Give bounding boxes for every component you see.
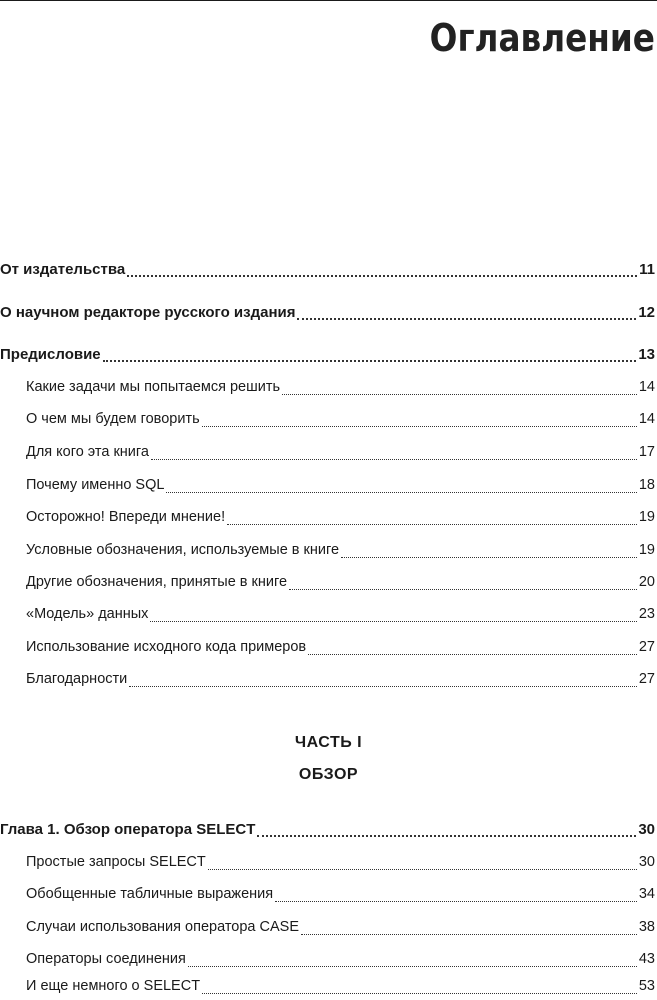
toc-subentry[interactable] — [26, 854, 655, 874]
toc-entry-page: 17 — [638, 444, 655, 460]
leader-dots — [188, 966, 637, 967]
toc-subentry[interactable] — [26, 444, 655, 464]
leader-dots — [202, 993, 637, 994]
leader-dots — [227, 524, 637, 525]
top-rule — [0, 0, 657, 1]
toc-subentry[interactable] — [26, 639, 655, 659]
toc-subentry[interactable] — [26, 919, 655, 939]
leader-dots — [150, 621, 636, 622]
toc-entry-label: Для кого эта книга — [26, 444, 149, 460]
toc-entry-label: Глава 1. Обзор оператора SELECT — [0, 821, 256, 838]
toc-entry-page: 30 — [638, 821, 655, 838]
leader-dots — [289, 589, 637, 590]
leader-dots — [151, 459, 637, 460]
toc-entry[interactable] — [0, 261, 655, 281]
toc-entry-page: 11 — [639, 261, 655, 278]
toc-entry-label: Другие обозначения, принятые в книге — [26, 574, 288, 590]
toc-entry-label: Операторы соединения — [26, 951, 186, 967]
toc-entry-page: 14 — [638, 379, 655, 395]
toc-entry-label: Предисловие — [0, 346, 101, 363]
toc-entry-label: Осторожно! Впереди мнение! — [26, 509, 226, 525]
leader-dots — [166, 492, 636, 493]
toc-entry-label: Использование исходного кода примеров — [26, 639, 307, 655]
toc-entry-page: 43 — [638, 951, 655, 967]
toc-entry-label: Какие задачи мы попытаемся решить — [26, 379, 281, 395]
toc-entry-label: Обобщенные табличные выражения — [26, 886, 274, 902]
toc-subentry[interactable] — [26, 606, 655, 626]
toc-entry-page: 30 — [638, 854, 655, 870]
toc-entry-label: О научном редакторе русского издания — [0, 304, 296, 321]
toc-subentry[interactable] — [26, 542, 655, 562]
toc-subentry[interactable] — [26, 509, 655, 529]
leader-dots — [275, 901, 637, 902]
toc-entry-page: 27 — [638, 639, 655, 655]
leader-dots — [341, 557, 637, 558]
toc-entry-page: 23 — [638, 606, 655, 622]
toc-entry-label: От издательства — [0, 261, 126, 278]
toc-subentry[interactable] — [26, 379, 655, 399]
toc-entry-page: 53 — [638, 978, 655, 994]
toc-entry[interactable] — [0, 821, 655, 841]
toc-entry-page: 18 — [638, 477, 655, 493]
leader-dots — [308, 654, 637, 655]
leader-dots — [297, 318, 636, 320]
leader-dots — [282, 394, 637, 395]
leader-dots — [127, 275, 637, 277]
toc-entry-page: 38 — [638, 919, 655, 935]
leader-dots — [103, 360, 637, 362]
toc-subentry[interactable] — [26, 411, 655, 431]
toc-entry-page: 27 — [638, 671, 655, 687]
toc-subentry[interactable] — [26, 671, 655, 691]
leader-dots — [301, 934, 637, 935]
part-name: ОБЗОР — [298, 766, 359, 783]
leader-dots — [208, 869, 637, 870]
toc-subentry[interactable] — [26, 951, 655, 971]
toc-subentry[interactable] — [26, 574, 655, 594]
toc-entry-page: 13 — [638, 346, 655, 363]
leader-dots — [257, 835, 636, 837]
toc-subentry[interactable] — [26, 477, 655, 497]
toc-entry-label: О чем мы будем говорить — [26, 411, 200, 427]
toc-entry-label: «Модель» данных — [26, 606, 149, 622]
page-title: Оглавление — [429, 16, 655, 60]
toc-entry-label: Случаи использования оператора CASE — [26, 919, 300, 935]
toc-subentry[interactable] — [26, 978, 655, 998]
toc-entry-label: Простые запросы SELECT — [26, 854, 206, 870]
toc-entry-page: 20 — [638, 574, 655, 590]
toc-entry[interactable] — [0, 304, 655, 324]
part-number: ЧАСТЬ I — [294, 734, 363, 751]
toc-entry-page: 12 — [638, 304, 655, 321]
toc-entry-label: Условные обозначения, используемые в книге — [26, 542, 340, 558]
toc-subentry[interactable] — [26, 886, 655, 906]
toc-entry-page: 19 — [638, 542, 655, 558]
toc-entry[interactable] — [0, 346, 655, 366]
toc-entry-label: И еще немного о SELECT — [26, 978, 201, 994]
toc-entry-page: 34 — [638, 886, 655, 902]
leader-dots — [202, 426, 637, 427]
toc-entry-label: Почему именно SQL — [26, 477, 165, 493]
toc-entry-label: Благодарности — [26, 671, 128, 687]
leader-dots — [129, 686, 637, 687]
toc-entry-page: 19 — [638, 509, 655, 525]
toc-entry-page: 14 — [638, 411, 655, 427]
